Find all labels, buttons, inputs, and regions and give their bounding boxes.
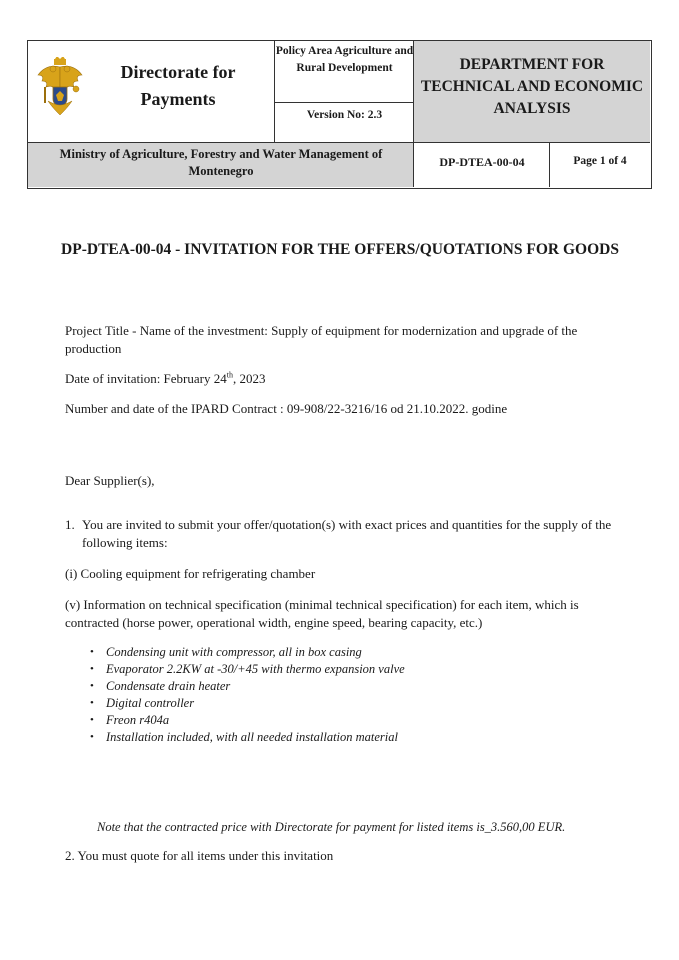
bullet-icon: • xyxy=(90,680,94,692)
directorate-title: Directorate for Payments xyxy=(120,62,236,109)
date-superscript: th xyxy=(226,370,233,380)
item-text: You are invited to submit your offer/quotation(s) with exact prices and quantities for the supply of the following items: xyxy=(82,517,612,550)
equipment-bullet-list xyxy=(90,644,590,746)
list-item-text: Evaporator 2.2KW at -30/+45 with thermo expansion valve xyxy=(106,662,405,676)
page-number: Page 1 of 4 xyxy=(573,155,627,167)
list-item xyxy=(90,678,590,695)
contracted-price-note: Note that the contracted price with Directorate for payment for listed items is_3.560,00 EUR. xyxy=(97,820,566,834)
department-title: DEPARTMENT FOR TECHNICAL AND ECONOMIC ANALYSIS xyxy=(420,56,644,117)
bullet-icon: • xyxy=(90,697,94,709)
doc-code: DP-DTEA-00-04 xyxy=(439,155,525,169)
list-item-text: Freon r404a xyxy=(106,713,170,727)
bullet-icon: • xyxy=(90,663,94,675)
cooling-equipment-paragraph: (i) Cooling equipment for refrigerating chamber xyxy=(65,566,316,581)
directorate-cell xyxy=(28,41,275,142)
ministry-label: Ministry of Agriculture, Forestry and Water Management of Montenegro xyxy=(59,147,383,178)
list-item xyxy=(90,729,590,746)
numbered-item-1 xyxy=(65,516,630,552)
bullet-icon: • xyxy=(90,714,94,726)
project-title-paragraph: Project Title - Name of the investment: Supply of equipment for modernization and upgrade of the production xyxy=(65,323,578,356)
list-item xyxy=(90,644,590,661)
date-label: Date of invitation: February 24 xyxy=(65,371,227,386)
page-number-cell xyxy=(550,142,650,187)
list-item-text: Condensate drain heater xyxy=(106,679,231,693)
document-header-table xyxy=(27,40,652,189)
policy-cell xyxy=(275,41,414,142)
list-item-text: Digital controller xyxy=(106,696,195,710)
bullet-icon: • xyxy=(90,646,94,658)
version-label: Version No: 2.3 xyxy=(306,109,383,121)
bullet-icon: • xyxy=(90,731,94,743)
greeting: Dear Supplier(s), xyxy=(65,473,155,488)
contract-paragraph: Number and date of the IPARD Contract : 09-908/22-3216/16 od 21.10.2022. godine xyxy=(65,401,508,416)
numbered-item-2: 2. You must quote for all items under this invitation xyxy=(65,848,334,863)
invitation-date-paragraph xyxy=(65,370,630,388)
department-cell xyxy=(414,41,650,142)
date-year: , 2023 xyxy=(232,371,266,386)
page-title: DP-DTEA-00-04 - INVITATION FOR THE OFFERS/QUOTATIONS FOR GOODS xyxy=(61,241,619,258)
montenegro-coat-of-arms-icon xyxy=(34,57,86,117)
technical-spec-paragraph: (v) Information on technical specification (minimal technical specification) for each item, which is contracted (horse power, operational width, engine speed, bearing capacity, etc.) xyxy=(65,597,579,630)
policy-area-label: Policy Area Agriculture and Rural Development xyxy=(275,43,414,103)
doc-code-cell xyxy=(414,142,550,187)
list-item xyxy=(90,695,590,712)
list-item-text: Condensing unit with compressor, all in box casing xyxy=(106,645,362,659)
list-item xyxy=(90,661,590,678)
list-item xyxy=(90,712,590,729)
ministry-cell xyxy=(28,142,414,187)
list-item-text: Installation included, with all needed installation material xyxy=(106,730,398,744)
item-number: 1. xyxy=(65,517,75,532)
